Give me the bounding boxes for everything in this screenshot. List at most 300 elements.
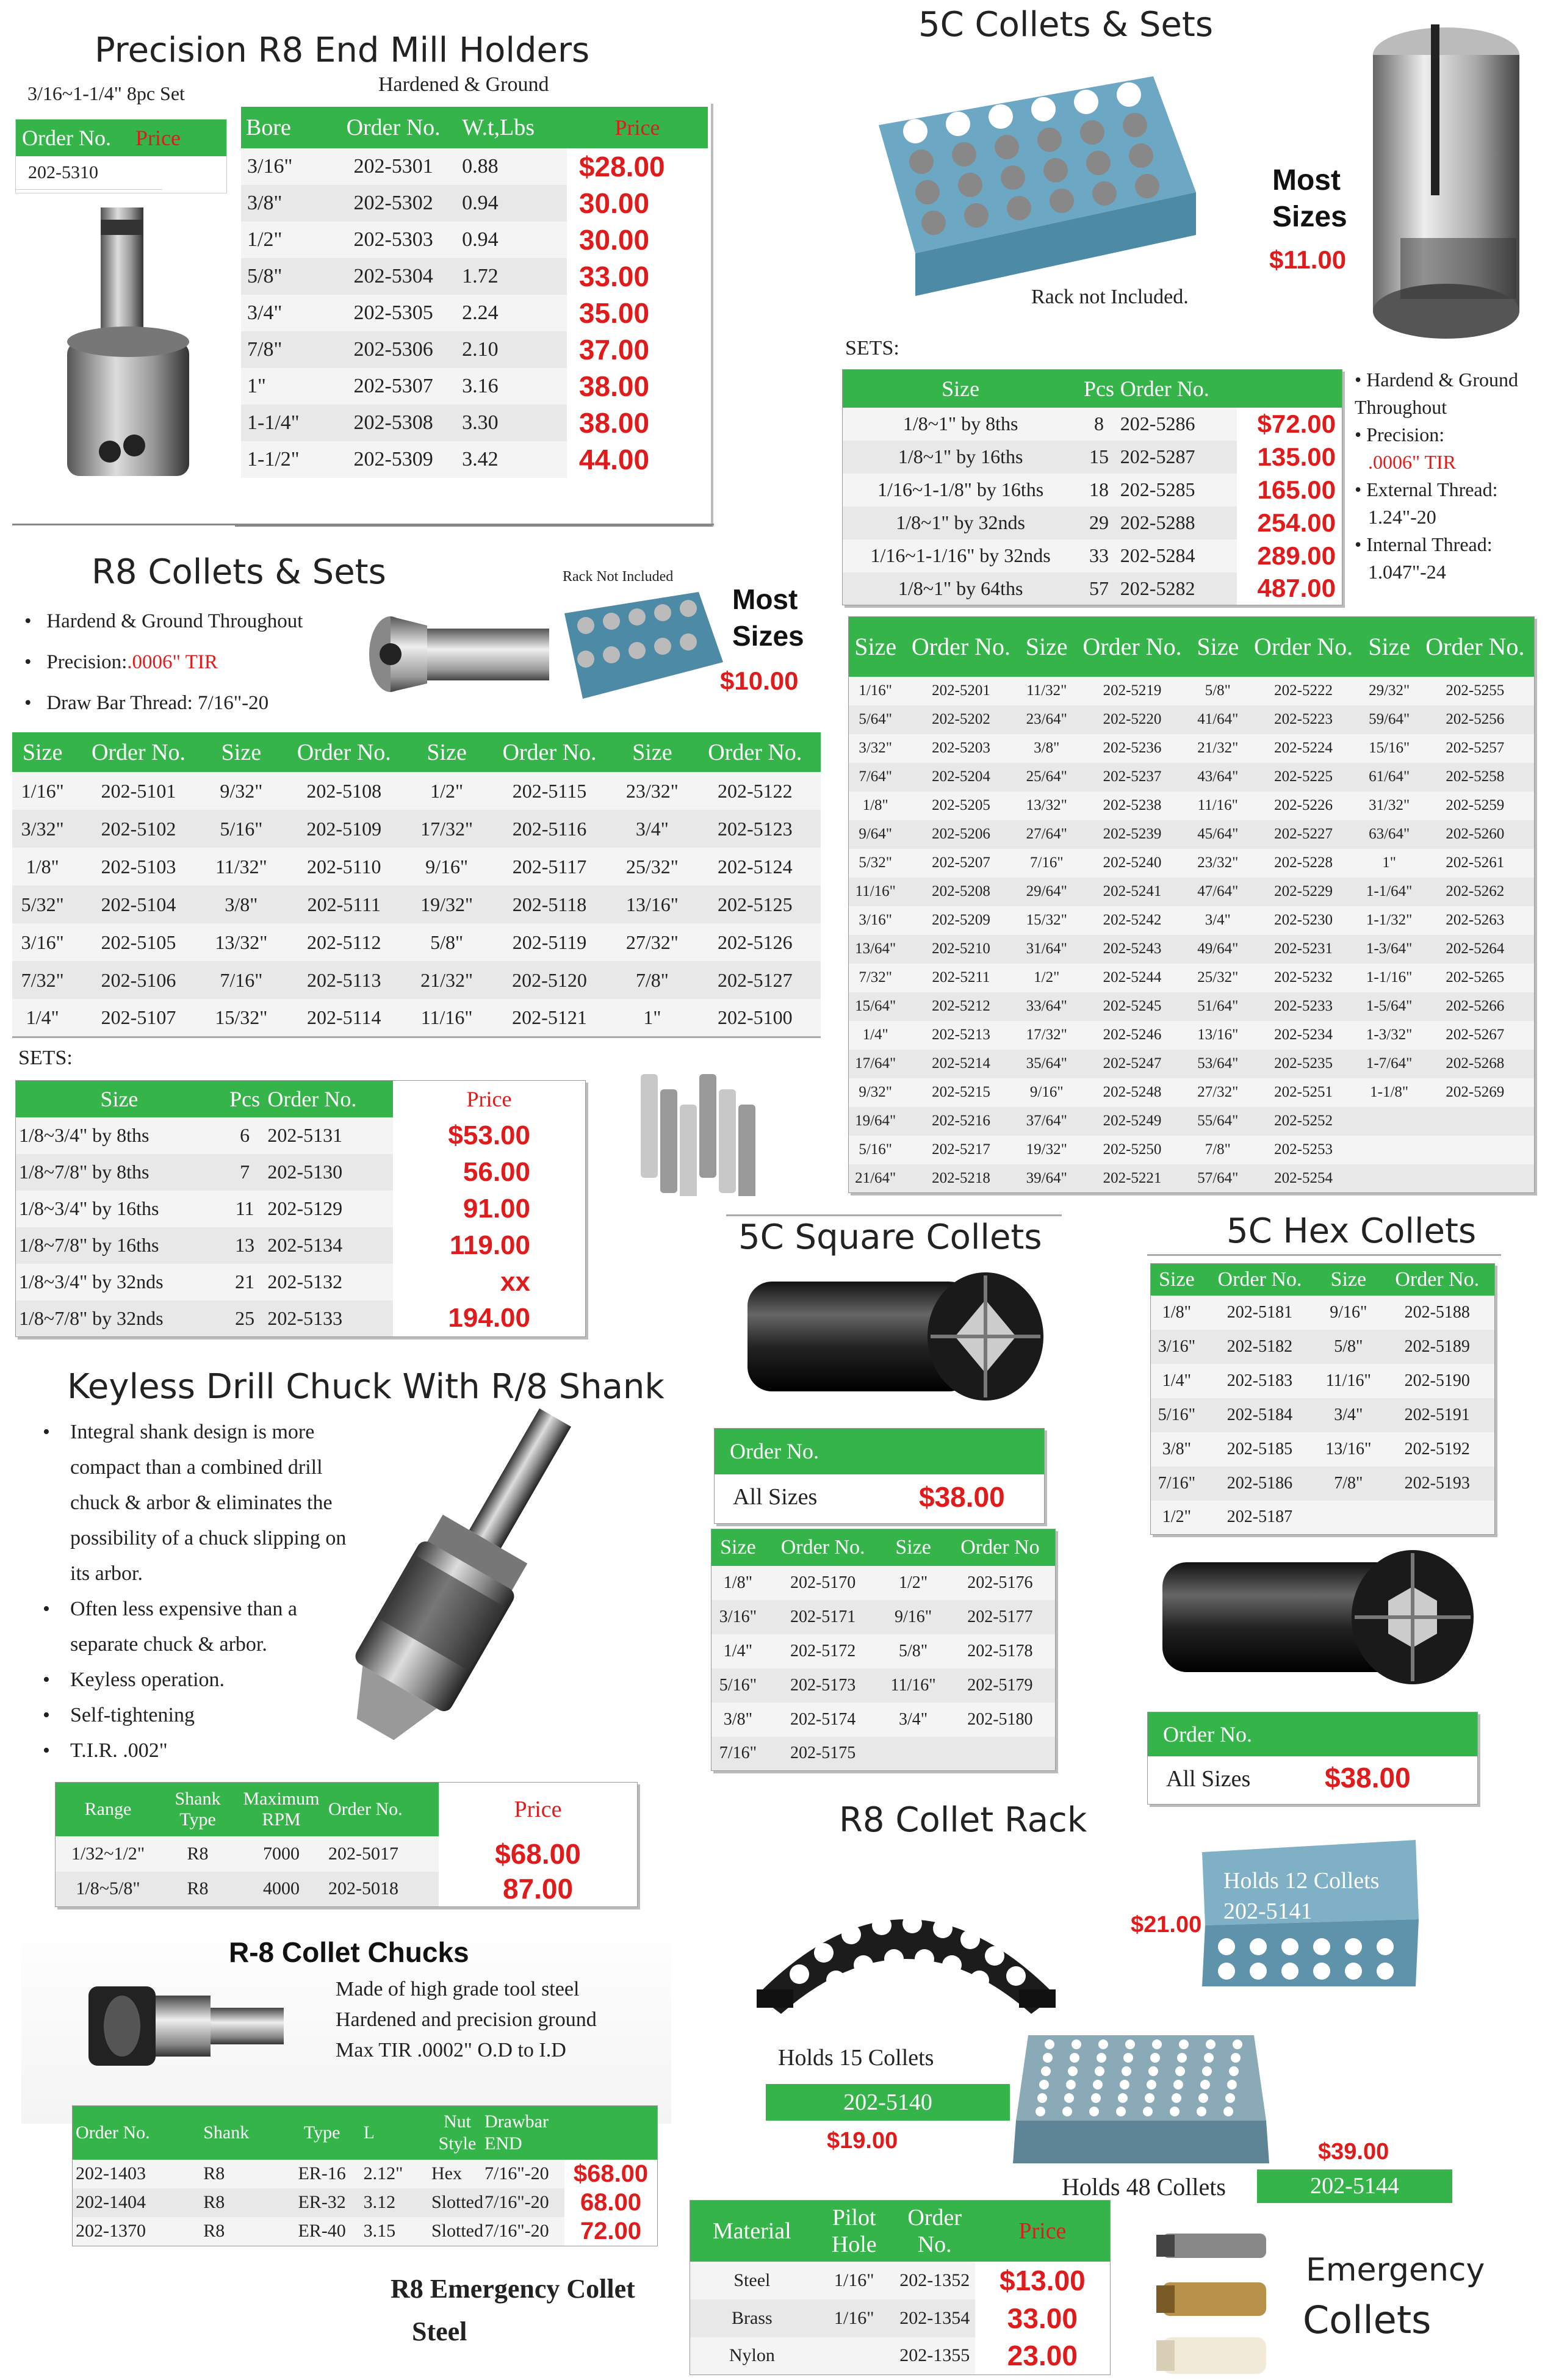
c5-size-value: 13/32" [1020,792,1073,820]
hex-size: 3/16" [1151,1330,1203,1364]
collet-slot [1025,67,1050,91]
c5-size-value: 15/64" [849,992,902,1021]
c5-size-order: 202-5238 [1073,792,1191,820]
collet-slot [902,1914,922,1933]
endmill-header-order: Order No. [325,107,461,148]
c5-set-pcs: 8 [1078,408,1120,441]
r8-size: 7/16" [204,961,278,999]
r8-order: 202-5124 [690,848,821,885]
chuck-row [56,1836,638,1872]
r8-set-pcs: 7 [223,1154,267,1191]
emergency-material: Nylon [690,2337,814,2375]
chuck-header-range: Range [56,1783,161,1836]
collet-slot [790,1964,809,1984]
colletchuck-shank: R8 [203,2160,281,2188]
c5-most-sizes: Most [1272,164,1341,197]
c5-size-value: 3/32" [849,734,902,763]
rack15-holds: Holds 15 Collets [778,2045,934,2071]
r8-set-size: 1/8~7/8" by 16ths [16,1227,223,1264]
colletchuck-price: 72.00 [564,2217,658,2246]
c5-size-value: 1/16" [849,677,902,705]
hex-order: 202-5185 [1203,1432,1317,1466]
c5-size-value: 31/32" [1363,792,1416,820]
collet-slot [1229,2066,1239,2076]
r8-features [24,601,303,724]
hex-order: 202-5193 [1380,1466,1495,1501]
c5-set-size: 1/16~1-1/16" by 32nds [843,539,1079,572]
endmill-weight: 2.24 [461,295,567,331]
collet-slot [826,1971,846,1990]
r8-set-collet [738,1105,755,1196]
c5-set-size: 1/8~1" by 16ths [843,441,1079,474]
hex-size: 7/16" [1151,1466,1203,1501]
c5-size-value: 11/32" [1020,677,1073,705]
endmill-bore: 1/2" [241,222,325,258]
collet-slot [1070,2053,1079,2063]
r8-rack-image [558,589,726,705]
endmill-holder-image [49,201,214,494]
c5-size-value: 17/32" [1020,1021,1073,1050]
chuck-row [56,1872,638,1907]
r8-order: 202-5101 [73,772,204,810]
chuck-header-order: Order No. [328,1783,439,1836]
c5-size-order: 202-5267 [1416,1021,1535,1050]
collet-slot [814,1943,834,1963]
emergency-price: 23.00 [975,2337,1111,2375]
r8-most-sizes-2: Sizes [732,620,804,652]
c5-size-order: 202-5243 [1073,935,1191,964]
collet-slot [603,613,620,630]
collet-slot [1043,158,1068,182]
endmill-order: 202-5302 [325,185,461,222]
emergency-collets-image [1150,2221,1272,2380]
square-price: $38.00 [919,1481,1005,1513]
chuck-order: 202-5017 [328,1836,439,1872]
c5-size-value: 13/64" [849,935,902,964]
collet-slot [1172,2093,1181,2103]
emergency-order: 202-1355 [895,2337,975,2375]
hex-size: 1/2" [1151,1501,1203,1535]
r8-size: 15/32" [204,999,278,1037]
colletchuck-title: R-8 Collet Chucks [229,1936,469,1968]
collet-slot [1135,174,1159,198]
r8-set-price: $53.00 [393,1117,586,1154]
square-header: Order No. [765,1529,882,1566]
r8-set-pcs: 21 [223,1264,267,1300]
square-size: 9/16" [881,1600,945,1634]
c5-size-value: 3/8" [1020,734,1073,763]
c5-sets-table [842,369,1342,605]
collet-slot [1231,2053,1241,2063]
c5-size-value: 53/64" [1191,1050,1244,1078]
hex-header: Size [1317,1264,1380,1296]
c5-set-order: 202-5286 [1120,408,1237,441]
c5-title: 5C Collets & Sets [918,5,1213,45]
c5-size-value: 5/16" [849,1136,902,1164]
colletchuck-header-type: Type [281,2106,363,2160]
square-row [711,1737,1056,1771]
c5-most-sizes-2: Sizes [1272,201,1347,233]
r8-size: 9/32" [204,772,278,810]
r8-size: 1/16" [12,772,73,810]
c5-size-order: 202-5216 [902,1107,1020,1136]
square-size: 3/4" [881,1703,945,1737]
hex-order: 202-5186 [1203,1466,1317,1501]
c5-size-value: 37/64" [1020,1107,1073,1136]
endmill-row [241,258,708,295]
c5-size-order: 202-5269 [1416,1078,1535,1107]
c5-set-order: 202-5285 [1120,474,1237,507]
endmill-price: 38.00 [567,368,708,405]
square-header: Size [711,1529,765,1566]
endmill-row [241,405,708,441]
square-order: 202-5180 [945,1703,1056,1737]
square-size: 3/16" [711,1600,765,1634]
collet-slot [1001,165,1025,190]
c5-size-order: 202-5245 [1073,992,1191,1021]
chuck-bullet-1: • Integral shank design is more compact than a combined drill chuck & arbor & eliminates the possibility of a chuck slipping on its arbor. [43,1421,347,1585]
c5-size-value: 33/64" [1020,992,1073,1021]
c5-set-size: 1/8~1" by 32nds [843,507,1079,539]
collet-slot [1143,2107,1153,2116]
c5-set-price: 254.00 [1237,507,1342,539]
hex-order: 202-5181 [1203,1296,1317,1330]
hex-order: 202-5183 [1203,1364,1317,1398]
hex-size: 3/8" [1151,1432,1203,1466]
endmill-row [241,368,708,405]
colletchuck-drawbar: 7/16"-20 [484,2188,564,2217]
c5-size-order: 202-5201 [902,677,1020,705]
c5-size-value: 25/32" [1191,964,1244,992]
emergency-price: $13.00 [975,2262,1111,2299]
endmill-bore: 1-1/2" [241,441,325,478]
r8-header: Order No. [278,732,409,772]
r8-set-collet [699,1074,716,1178]
c5-size-order: 202-5239 [1073,820,1191,849]
collet-slot [1006,1966,1026,1986]
chuck-title: Keyless Drill Chuck With R/8 Shank [67,1367,665,1407]
r8-set-order: 202-5129 [267,1191,393,1227]
emergency-header-price: Price [975,2201,1111,2262]
c5-feature-3b: 1.24"-20 [1368,506,1436,528]
square-order: 202-5178 [945,1634,1056,1668]
collet-slot [1345,1938,1362,1955]
endmill-set-order-header: Order No. [22,126,111,150]
c5-set-pcs: 57 [1078,572,1120,605]
chuck-header-rpm: Maximum RPM [235,1783,328,1836]
colletchuck-length: 3.15 [363,2217,431,2246]
endmill-weight: 3.42 [461,441,567,478]
c5-size-row [849,1050,1535,1078]
colletchuck-desc [336,1974,597,2066]
hex-row [1151,1330,1495,1364]
c5-price: $11.00 [1269,245,1347,274]
collet-slot [1098,2039,1108,2049]
square-size: 1/2" [881,1566,945,1600]
r8-set-row [16,1264,586,1300]
r8-set-size: 1/8~3/4" by 16ths [16,1191,223,1227]
c5-size-order: 202-5268 [1416,1050,1535,1078]
c5-size-order: 202-5223 [1244,705,1362,734]
square-divider [726,1214,1062,1216]
colletchuck-nut: Slotted [431,2188,484,2217]
c5-size-order: 202-5220 [1073,705,1191,734]
emergency-order: 202-1354 [895,2299,975,2337]
hex-order: 202-5190 [1380,1364,1495,1398]
hex-size: 7/8" [1317,1466,1380,1501]
square-size: 1/4" [711,1634,765,1668]
r8-order: 202-5118 [484,885,615,923]
r8-row [12,923,821,961]
c5-size-value: 23/32" [1191,849,1244,878]
c5-sets-label: SETS: [845,337,899,359]
c5-rack-image [866,52,1208,296]
c5-size-value: 1-1/64" [1363,878,1416,906]
c5-size-order: 202-5222 [1244,677,1362,705]
c5-size-value: 19/32" [1020,1136,1073,1164]
c5-size-order: 202-5260 [1416,820,1535,849]
c5-size-value: 23/64" [1020,705,1073,734]
collet-slot [982,74,1007,98]
c5-size-order: 202-5228 [1244,849,1362,878]
square-size: 1/8" [711,1566,765,1600]
chuck-bullet-5: • T.I.R. .002" [43,1739,168,1762]
colletchuck-drawbar: 7/16"-20 [484,2160,564,2188]
r8-set-row [16,1300,586,1337]
r8-size: 5/8" [409,923,483,961]
collet-slot [654,638,671,655]
collet-slot [940,81,964,106]
c5-collet-image [1358,18,1535,348]
square-table [711,1529,1056,1771]
colletchuck-image [85,1968,287,2084]
hex-row [1151,1466,1495,1501]
r8-order: 202-5115 [484,772,615,810]
square-row [711,1703,1056,1737]
c5-size-order: 202-5240 [1073,849,1191,878]
c5-size-order: 202-5232 [1244,964,1362,992]
c5-size-order: 202-5229 [1244,878,1362,906]
r8-row [12,885,821,923]
hex-order: 202-5189 [1380,1330,1495,1364]
c5-size-order: 202-5257 [1416,734,1535,763]
square-order-box [714,1428,1045,1524]
endmill-row [241,222,708,258]
r8-order: 202-5102 [73,810,204,848]
c5-size-order: 202-5241 [1073,878,1191,906]
chuck-bullet-4: • Self-tightening [43,1704,195,1726]
endmill-header-bore: Bore [241,107,325,148]
collet-slot [1072,2039,1081,2049]
c5-set-price: 289.00 [1237,539,1342,572]
r8-order: 202-5110 [278,848,409,885]
c5-size-value: 1" [1363,849,1416,878]
collet-slot [1086,151,1111,175]
collet-slot [1202,2066,1212,2076]
c5-size-value: 1-5/64" [1363,992,1416,1021]
c5-set-header-price [1237,370,1342,408]
r8-collet-image [366,610,555,699]
endmill-price: 35.00 [567,295,708,331]
c5-size-row [849,677,1535,705]
r8-set-price: 91.00 [393,1191,586,1227]
c5-size-order: 202-5234 [1244,1021,1362,1050]
r8-size: 13/16" [615,885,689,923]
c5-size-order: 202-5248 [1073,1078,1191,1107]
rack12-holds: Holds 12 Collets [1223,1868,1380,1894]
c5-size-order: 202-5227 [1244,820,1362,849]
r8-size: 1/4" [12,999,73,1037]
collet-slot [1045,2039,1054,2049]
c5-size-value: 63/64" [1363,820,1416,849]
emergency-price: 33.00 [975,2299,1111,2337]
collet-slot [1198,2093,1208,2103]
hex-size: 1/8" [1151,1296,1203,1330]
collet-slot [1148,2066,1158,2076]
collet-slot [1062,2107,1072,2116]
r8-table [12,732,821,1038]
r8-sets-table [15,1080,586,1337]
endmill-order: 202-5308 [325,405,461,441]
c5-size-row [849,849,1535,878]
emergency-row [690,2262,1111,2299]
r8-header: Order No. [73,732,204,772]
hex-title: 5C Hex Collets [1226,1211,1477,1251]
collet-slot [1281,1963,1298,1980]
c5-set-order: 202-5282 [1120,572,1237,605]
rack12-price: $21.00 [1131,1912,1202,1938]
r8-title: R8 Collets & Sets [92,552,386,592]
c5-size-value: 21/32" [1191,734,1244,763]
r8-size: 1/8" [12,848,73,885]
collet-slot [577,651,594,668]
chuck-range: 1/32~1/2" [56,1836,161,1872]
c5-size-value: 19/64" [849,1107,902,1136]
collet-slot [952,142,976,167]
c5-set-row [843,474,1342,507]
collet-slot [1313,1963,1330,1980]
r8-size: 17/32" [409,810,483,848]
c5-set-row [843,539,1342,572]
c5-size-value: 9/16" [1020,1078,1073,1107]
collet-slot [1037,128,1062,152]
r8-size: 11/32" [204,848,278,885]
hex-all-sizes: All Sizes [1166,1766,1251,1792]
c5-set-row [843,507,1342,539]
hex-row [1151,1364,1495,1398]
collet-slot [654,604,671,621]
c5-size-order: 202-5218 [902,1164,1020,1193]
collet-slot [680,600,697,617]
hex-order: 202-5191 [1380,1398,1495,1432]
r8-row [12,772,821,810]
c5-features [1355,366,1556,586]
collet-slot [964,203,989,228]
c5-size-row [849,734,1535,763]
r8-header: Size [204,732,278,772]
c5-size-row [849,906,1535,935]
rack15-order: 202-5140 [766,2084,1010,2121]
r8-order: 202-5116 [484,810,615,848]
r8-header: Order No. [484,732,615,772]
hex-size: 11/16" [1317,1364,1380,1398]
endmill-weight: 0.94 [461,185,567,222]
collet-slot [629,642,646,659]
c5-size-order: 202-5206 [902,820,1020,849]
r8-set-size: 1/8~3/4" by 32nds [16,1264,223,1300]
chuck-rpm: 7000 [235,1836,328,1872]
c5-size-value: 15/16" [1363,734,1416,763]
c5-size-order: 202-5236 [1073,734,1191,763]
rack-title: R8 Collet Rack [839,1800,1087,1840]
square-title: 5C Square Collets [738,1217,1042,1257]
r8-set-size: 1/8~7/8" by 8ths [16,1154,223,1191]
c5-size-order: 202-5205 [902,792,1020,820]
r8-size: 1" [615,999,689,1037]
c5-size-value: 11/16" [849,878,902,906]
colletchuck-shank: R8 [203,2188,281,2217]
collet-slot [1345,1963,1362,1980]
collet-slot [680,633,697,651]
c5-set-pcs: 18 [1078,474,1120,507]
c5-feature-2b: .0006" TIR [1368,451,1457,473]
endmill-bore: 1-1/4" [241,405,325,441]
hex-size: 1/4" [1151,1364,1203,1398]
colletchuck-nut: Slotted [431,2217,484,2246]
collet-slot [1097,2053,1106,2063]
c5-size-header: Size [1363,617,1416,677]
r8-set-order: 202-5133 [267,1300,393,1337]
r8-set-row [16,1191,586,1227]
c5-size-value: 27/64" [1020,820,1073,849]
rack15-price: $19.00 [827,2128,898,2154]
chuck-price: $68.00 [439,1836,638,1872]
endmill-subtitle: Hardened & Ground [378,73,549,96]
c5-set-order: 202-5287 [1120,441,1237,474]
c5-size-value: 21/64" [849,1164,902,1193]
hex-order: 202-5192 [1380,1432,1495,1466]
hex-order-box [1147,1712,1478,1805]
r8-header: Size [615,732,689,772]
colletchuck-header-price [564,2106,658,2160]
c5-size-order: 202-5214 [902,1050,1020,1078]
c5-size-row [849,705,1535,734]
collet-slot [1129,143,1153,168]
endmill-bore: 3/16" [241,148,325,185]
endmill-weight: 3.16 [461,368,567,405]
c5-size-value: 1-7/64" [1363,1050,1416,1078]
c5-feature-3: • External Thread: [1355,478,1498,500]
c5-size-order: 202-5207 [902,849,1020,878]
collet-slot [1206,2039,1216,2049]
c5-set-order: 202-5288 [1120,507,1237,539]
collet-slot [1233,2039,1242,2049]
c5-size-value: 47/64" [1191,878,1244,906]
r8-size: 9/16" [409,848,483,885]
r8-order: 202-5106 [73,961,204,999]
c5-size-value: 1/8" [849,792,902,820]
endmill-set-label: 3/16~1-1/4" 8pc Set [27,82,185,104]
colletchuck-table [72,2105,658,2246]
r8-set-row [16,1154,586,1191]
c5-size-order: 202-5247 [1073,1050,1191,1078]
rack48-image [1010,2023,1278,2169]
square-size: 11/16" [881,1668,945,1703]
collet-slot [909,150,934,174]
r8-set-price: 56.00 [393,1154,586,1191]
collet-slot [1089,2107,1099,2116]
collet-slot [1122,2066,1131,2076]
